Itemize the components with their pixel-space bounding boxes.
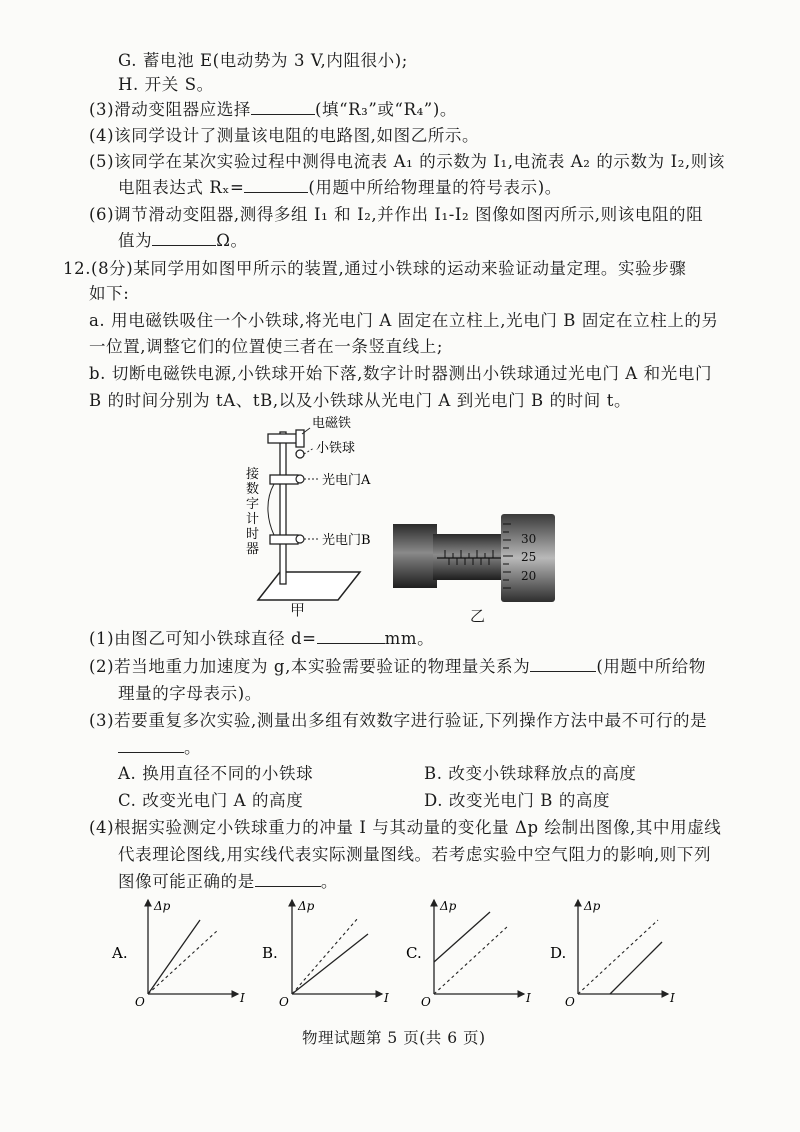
option-b: B. 改变小铁球释放点的高度: [424, 764, 637, 783]
label-photogate-b: 光电门B: [322, 533, 371, 548]
q11-part3-text: (3)滑动变阻器应选择: [89, 100, 251, 119]
q12-intro-line2: 如下:: [89, 284, 130, 303]
origin-label: O: [565, 995, 575, 1009]
theory-line: [434, 926, 508, 994]
q12-part2-hint: (用题中所给物: [596, 657, 706, 676]
theory-line: [578, 920, 658, 994]
q12-step-b-line2: B 的时间分别为 tA、tB,以及小铁球从光电门 A 到光电门 B 的时间 t。: [89, 391, 632, 410]
option-d: D. 改变光电门 B 的高度: [424, 791, 611, 810]
electromagnet: [268, 434, 300, 443]
label-iron-ball: 小铁球: [316, 441, 356, 456]
label-timer-char: 时: [246, 527, 260, 542]
q12-part4-line3: 图像可能正确的是 。: [118, 872, 338, 891]
answer-blank[interactable]: [251, 100, 315, 115]
photogate-a: [270, 475, 298, 484]
q11-part5-line1: (5)该同学在某次实验过程中测得电流表 A₁ 的示数为 I₁,电流表 A₂ 的示数为 I₂,则该: [89, 152, 725, 171]
q12-intro-line1: 12.(8分)某同学用如图甲所示的装置,通过小铁球的运动来验证动量定理。实验步骤: [63, 259, 687, 278]
x-axis-label: I: [384, 991, 389, 1005]
page-footer: 物理试题第 5 页(共 6 页): [302, 1029, 486, 1047]
iron-ball: [296, 450, 304, 458]
micrometer-figure: [393, 510, 563, 606]
q12-step-b-line1: b. 切断电磁铁电源,小铁球开始下落,数字计时器测出小铁球通过光电门 A 和光电门: [89, 364, 713, 383]
y-axis-label: Δp: [584, 899, 601, 913]
item-h: H. 开关 S。: [118, 75, 214, 94]
graph-d-label: D.: [550, 944, 567, 962]
origin-label: O: [421, 995, 431, 1009]
micrometer-frame: [393, 524, 437, 588]
q12-part2-text: (2)若当地重力加速度为 g,本实验需要验证的物理量关系为: [89, 657, 531, 676]
q12-part2-line2: 理量的字母表示)。: [118, 684, 262, 703]
caption-yi: 乙: [470, 607, 486, 625]
x-axis-label: I: [526, 991, 531, 1005]
origin-label: O: [279, 995, 289, 1009]
q12-part1-unit: mm。: [384, 629, 435, 648]
q11-part5-hint: (用题中所给物理量的符号表示)。: [308, 178, 562, 197]
q12-part3-line1: (3)若要重复多次实验,测量出多组有效数字进行验证,下列操作方法中最不可行的是: [89, 711, 708, 730]
q12-step-a-line2: 一位置,调整它们的位置使三者在一条竖直线上;: [89, 337, 444, 356]
stand-pole: [280, 432, 286, 584]
photogate-b: [270, 535, 298, 544]
caption-jia: 甲: [290, 601, 306, 619]
thimble-label: 20: [521, 569, 537, 583]
x-axis-label: I: [670, 991, 675, 1005]
y-axis-label: Δp: [154, 899, 171, 913]
label-timer-char: 接: [246, 467, 260, 482]
base-plate: [258, 572, 360, 600]
measured-line: [434, 912, 490, 962]
label-electromagnet: 电磁铁: [312, 416, 352, 431]
q11-part6-line2: [118, 231, 248, 251]
q12-part1: [89, 629, 434, 649]
measured-line: [148, 920, 200, 994]
graph-d[interactable]: [550, 899, 675, 1009]
thimble-label: 30: [521, 532, 537, 546]
x-axis-label: I: [240, 991, 245, 1005]
label-photogate-a: 光电门A: [322, 473, 371, 488]
graph-c-label: C.: [406, 944, 422, 962]
graph-a-label: A.: [112, 944, 128, 962]
graph-b[interactable]: [262, 899, 389, 1009]
q12-step-a-line1: a. 用电磁铁吸住一个小铁球,将光电门 A 固定在立柱上,光电门 B 固定在立柱上的另: [89, 311, 719, 330]
q11-part6-text: 值为: [118, 231, 153, 250]
y-axis-label: Δp: [440, 899, 457, 913]
q12-part4-line1: (4)根据实验测定小铁球重力的冲量 I 与其动量的变化量 Δp 绘制出图像,其中用虚线: [89, 818, 722, 837]
measured-line: [292, 934, 368, 994]
graph-a[interactable]: [111, 899, 245, 1009]
label-timer-char: 数: [246, 482, 260, 497]
y-axis-label: Δp: [298, 899, 315, 913]
option-a: A. 换用直径不同的小铁球: [118, 764, 314, 783]
answer-blank[interactable]: [255, 872, 321, 887]
item-g: G. 蓄电池 E(电动势为 3 V,内阻很小);: [118, 51, 408, 70]
q11-part6-unit: Ω。: [216, 231, 248, 250]
option-c: C. 改变光电门 A 的高度: [118, 791, 304, 810]
answer-blank[interactable]: [244, 178, 308, 193]
q12-part2-line1: [89, 657, 706, 677]
q11-part3: [89, 100, 457, 120]
q12-part1-text: (1)由图乙可知小铁球直径 d=: [89, 629, 317, 648]
answer-blank[interactable]: [152, 231, 216, 246]
graph-options: [110, 890, 710, 1010]
theory-line: [292, 918, 358, 994]
thimble-label: 25: [521, 550, 537, 564]
measured-line: [610, 942, 662, 994]
answer-blank[interactable]: [530, 657, 596, 672]
q11-part3-hint: (填“R₃”或“R₄”)。: [314, 100, 457, 119]
label-timer-char: 计: [246, 512, 260, 527]
q11-part5-text: 电阻表达式 Rₓ=: [118, 178, 245, 197]
apparatus-figure: [240, 412, 400, 612]
label-timer-char: 字: [246, 497, 260, 512]
theory-line: [148, 930, 218, 994]
q12-part4-text: 图像可能正确的是: [118, 872, 255, 891]
q11-part4: (4)该同学设计了测量该电阻的电路图,如图乙所示。: [89, 126, 480, 145]
origin-label: O: [135, 995, 145, 1009]
graph-b-label: B.: [262, 944, 278, 962]
answer-blank[interactable]: [118, 738, 184, 753]
q12-part4-line2: 代表理论图线,用实线代表实际测量图线。若考虑实验中空气阻力的影响,则下列: [118, 845, 712, 864]
answer-blank[interactable]: [317, 629, 385, 644]
q11-part6-line1: (6)调节滑动变阻器,测得多组 I₁ 和 I₂,并作出 I₁-I₂ 图像如图丙所示,则该电阻的阻: [89, 205, 704, 224]
graph-c[interactable]: [406, 899, 531, 1009]
label-timer-char: 器: [246, 542, 260, 557]
q12-part3-line2: 。: [118, 738, 201, 758]
q11-part5-line2: [118, 178, 562, 198]
